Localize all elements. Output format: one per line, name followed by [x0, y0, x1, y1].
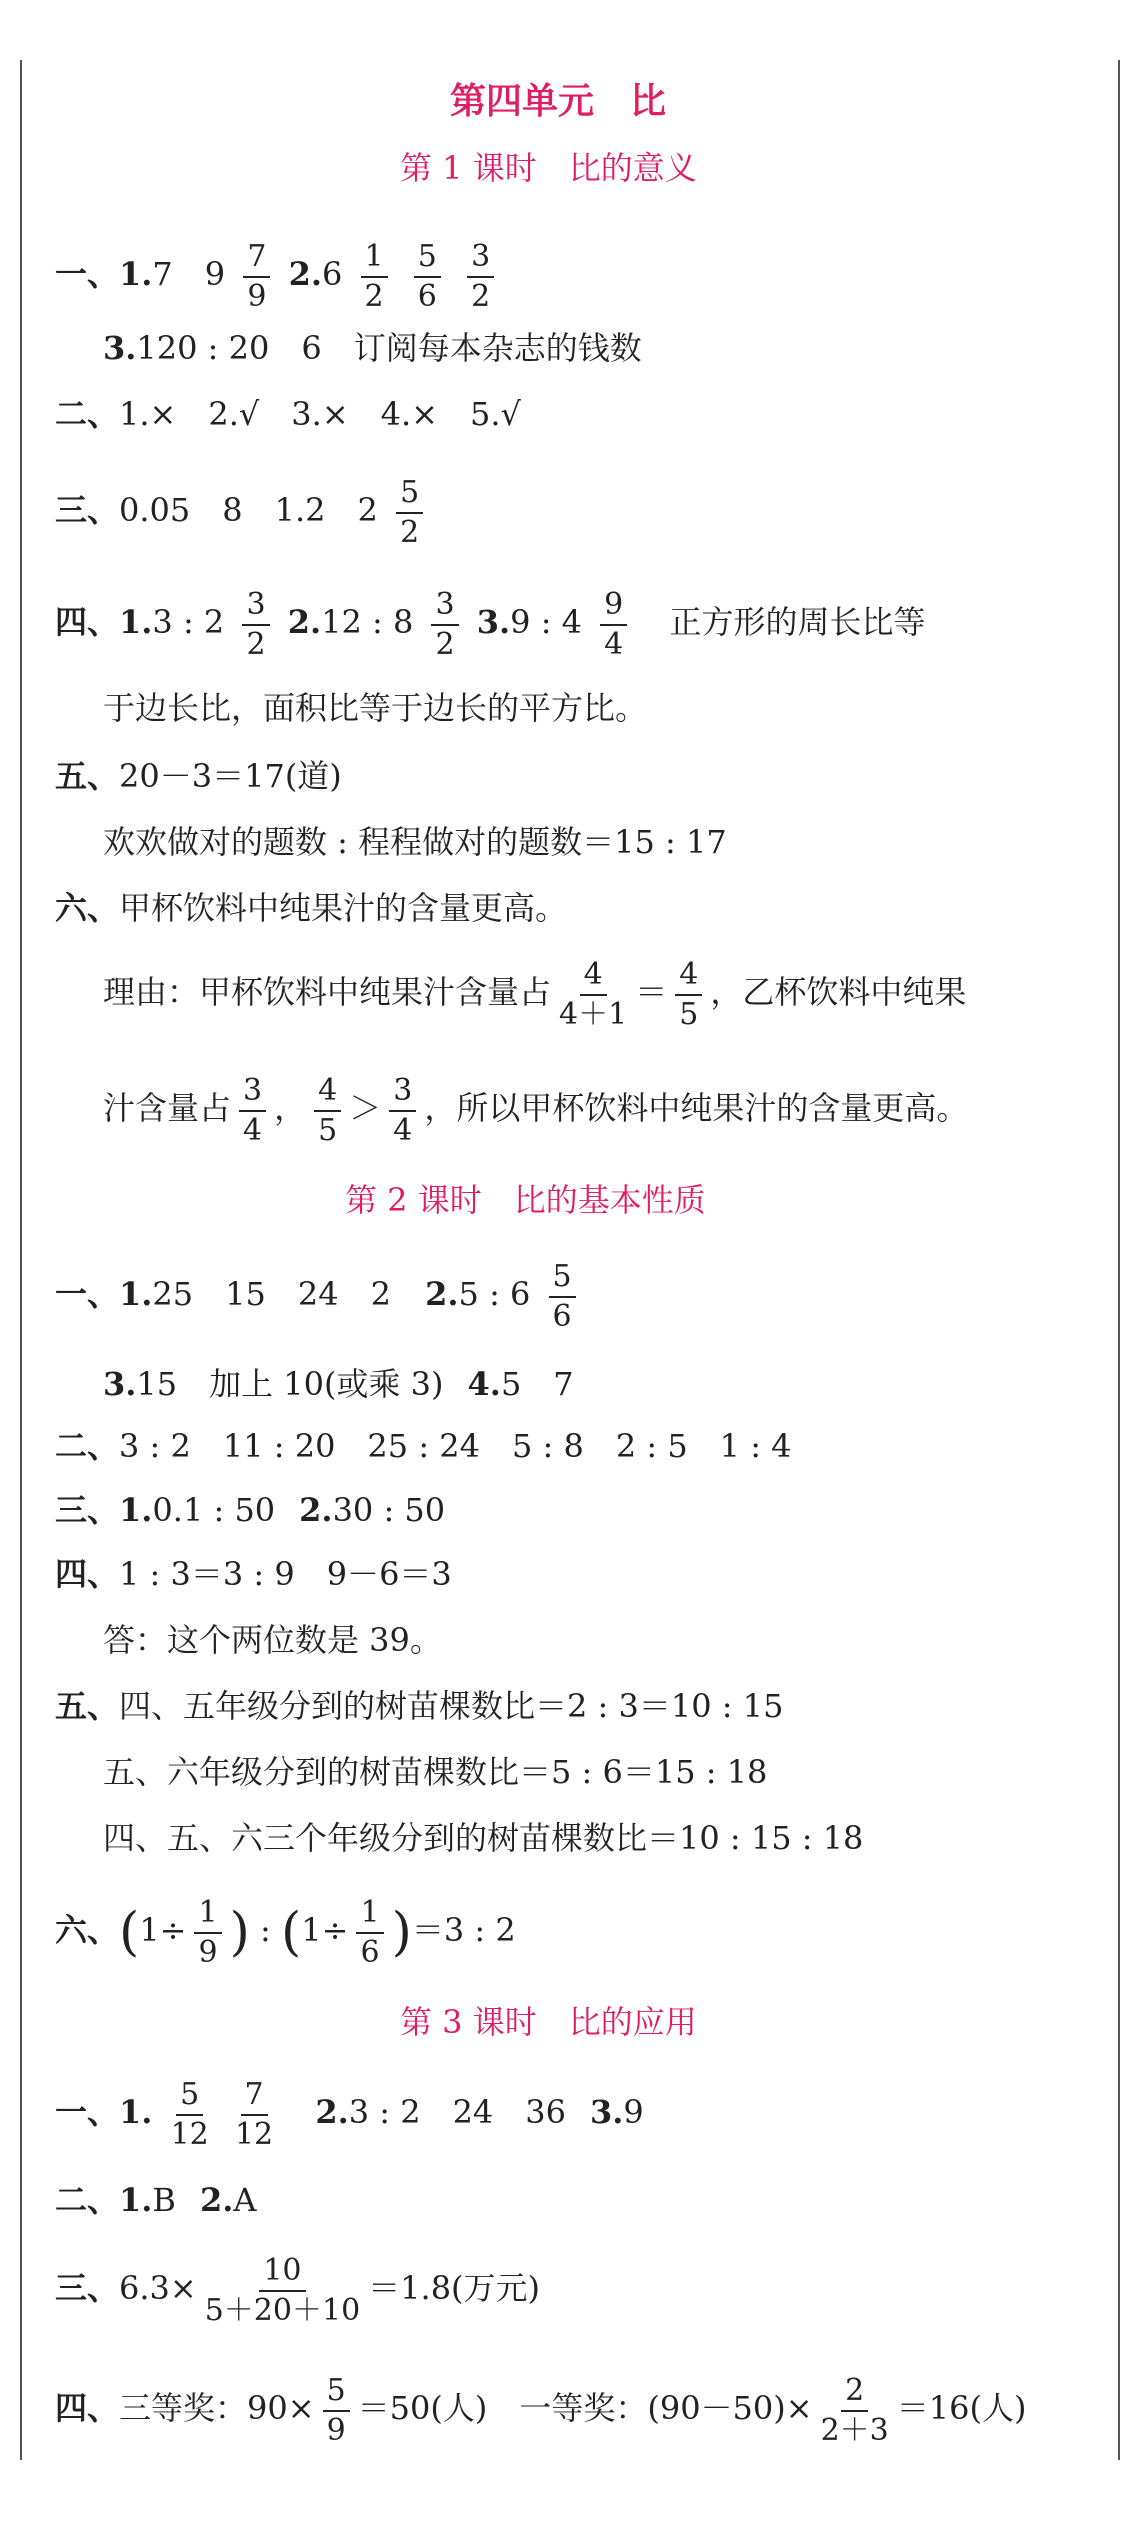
l2-row-10: 六、(1÷ $\frac{1}{9}$ ) : (1÷ $\frac{1}{6}$ )＝3 : 2 [55, 1894, 516, 1970]
l2-row-7: 五、四、五年级分到的树苗棵数比＝2 : 3＝10 : 15 [55, 1687, 784, 1725]
fraction: $\frac{7}{9}$ [243, 242, 270, 312]
fraction: $\frac{10}{5+20+10}$ [204, 2252, 361, 2328]
l1-row-5: 四、1.3 : 2 $\frac{3}{2}$ 2.12 : 8 $\frac{3}{2}$ 3.9 : 4 $\frac{9}{4}$ 正方形的周长比等 [55, 586, 926, 662]
l1-row-9: 六、甲杯饮料中纯果汁的含量更高。 [55, 889, 568, 927]
fraction: $\frac{7}{12}$ [234, 2076, 274, 2152]
l3-row-4: 四、三等奖：90× $\frac{5}{9}$ ＝50(人) 一等奖：(90－50)× $\frac{2}{2+3}$ ＝16(人) [55, 2372, 1027, 2448]
l3-row-3: 三、6.3× $\frac{10}{5+20+10}$ ＝1.8(万元) [55, 2252, 541, 2328]
fraction: $\frac{3}{4}$ [239, 1076, 266, 1146]
fraction: $\frac{5}{9}$ [323, 2376, 350, 2446]
fraction: $\frac{4}{5}$ [314, 1076, 341, 1146]
fraction: $\frac{1}{2}$ [361, 242, 388, 312]
fraction: $\frac{3}{2}$ [242, 590, 269, 660]
l1-row-10: 理由：甲杯饮料中纯果汁含量占 $\frac{4}{4+1}$ ＝ $\frac{4}{5}$ ，乙杯饮料中纯果 [103, 956, 967, 1032]
fraction: $\frac{2}{2+3}$ [820, 2372, 889, 2448]
l2-row-1: 一、1.25 15 24 2 2.5 : 6 $\frac{5}{6}$ [55, 1252, 584, 1336]
fraction: $\frac{1}{9}$ [194, 1898, 221, 1968]
fraction: $\frac{1}{6}$ [356, 1898, 383, 1968]
fraction: $\frac{5}{6}$ [414, 242, 441, 312]
fraction: $\frac{5}{6}$ [549, 1262, 576, 1332]
lesson-2-title: 第 2 课时 比的基本性质 [345, 1181, 706, 1219]
fraction: $\frac{9}{4}$ [600, 590, 627, 660]
l1-row-6: 于边长比，面积比等于边长的平方比。 [103, 689, 648, 727]
l1-row-1: 一、1.7 9 $\frac{7}{9}$ 2.6 $\frac{1}{2}$ $\frac{5}{6}$ $\frac{3}{2}$ [55, 232, 502, 316]
l2-row-3: 二、3 : 2 11 : 20 25 : 24 5 : 8 2 : 5 1 : 4 [55, 1427, 792, 1465]
right-margin-rule [1118, 60, 1120, 2460]
l2-row-8: 五、六年级分到的树苗棵数比＝5 : 6＝15 : 18 [103, 1753, 768, 1791]
fraction: $\frac{5}{2}$ [396, 478, 423, 548]
fraction: $\frac{3}{2}$ [431, 590, 458, 660]
l1-row-2: 3.120 : 20 6 订阅每本杂志的钱数 [103, 329, 642, 367]
fraction: $\frac{3}{2}$ [467, 242, 494, 312]
lesson-1-title: 第 1 课时 比的意义 [400, 149, 697, 187]
l2-row-5: 四、1 : 3＝3 : 9 9－6＝3 [55, 1555, 452, 1593]
fraction: $\frac{4}{4+1}$ [559, 956, 628, 1032]
l3-row-2: 二、1.B 2.A [55, 2181, 257, 2219]
l1-row-4: 三、0.05 8 1.2 2 $\frac{5}{2}$ [55, 468, 431, 552]
fraction: $\frac{4}{5}$ [675, 960, 702, 1030]
l1-row-7: 五、20－3＝17(道) [55, 757, 342, 795]
l1-row-8: 欢欢做对的题数 : 程程做对的题数＝15 : 17 [103, 823, 727, 861]
l1-row-11: 汁含量占 $\frac{3}{4}$ ， $\frac{4}{5}$ ＞ $\frac{3}{4}$ ，所以甲杯饮料中纯果汁的含量更高。 [103, 1072, 969, 1148]
l2-row-9: 四、五、六三个年级分到的树苗棵数比＝10 : 15 : 18 [103, 1819, 864, 1857]
l2-row-6: 答：这个两位数是 39。 [103, 1621, 442, 1659]
l2-row-4: 三、1.0.1 : 50 2.30 : 50 [55, 1491, 446, 1529]
fraction: $\frac{5}{12}$ [170, 2076, 209, 2152]
l2-row-2: 3.15 加上 10(或乘 3) 4.5 7 [103, 1365, 574, 1403]
fraction: $\frac{3}{4}$ [389, 1076, 416, 1146]
left-margin-rule [20, 60, 22, 2460]
l3-row-1: 一、1. $\frac{5}{12}$ $\frac{7}{12}$ 2.3 : 2 24 36 3.9 [55, 2076, 644, 2152]
l1-row-3: 二、1.× 2.√ 3.× 4.× 5.√ [55, 395, 521, 433]
lesson-3-title: 第 3 课时 比的应用 [400, 2003, 697, 2041]
unit-title: 第四单元 比 [450, 81, 667, 122]
